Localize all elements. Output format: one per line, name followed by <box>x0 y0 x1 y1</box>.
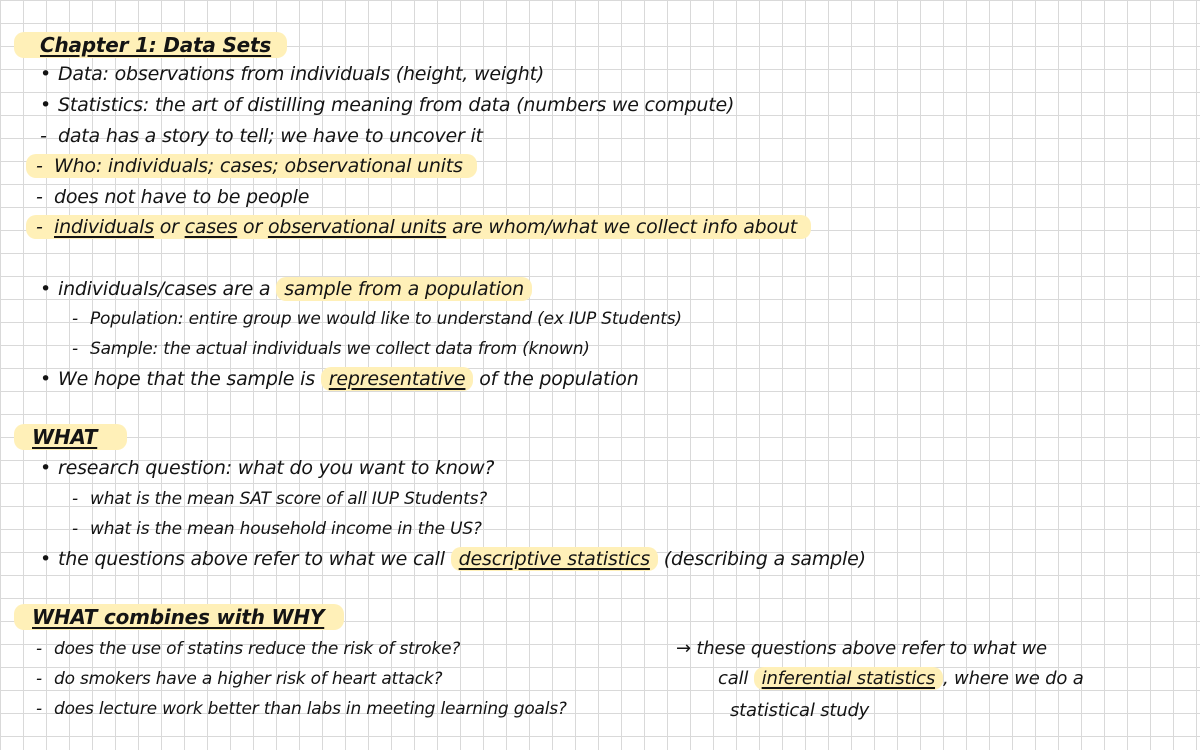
note-text: does lecture work better than labs in meeting learning goals? <box>54 699 567 719</box>
note-line <box>36 637 460 661</box>
note-line <box>72 337 590 361</box>
term-observational-units: observational units <box>267 216 447 238</box>
bullet: • <box>40 94 52 116</box>
note-line <box>72 487 487 511</box>
bullet: - <box>72 489 78 509</box>
note-line <box>40 124 483 148</box>
what-why-heading <box>14 605 344 629</box>
term-inferential-statistics: inferential statistics <box>754 667 943 690</box>
bullet: - <box>36 155 43 177</box>
bullet: - <box>72 339 78 359</box>
note-line <box>40 456 494 480</box>
note-line <box>40 547 866 571</box>
arrow-icon: → <box>676 638 691 659</box>
note-text: what is the mean household income in the US? <box>90 519 482 539</box>
note-text: does not have to be people <box>54 186 310 208</box>
term-representative: representative <box>321 367 474 391</box>
bullet: • <box>40 548 52 570</box>
bullet: - <box>36 639 42 659</box>
what-title: WHAT <box>14 424 127 450</box>
note-text: these questions above refer to what we <box>696 638 1047 659</box>
bullet: - <box>36 669 42 689</box>
note-text: do smokers have a higher risk of heart attack? <box>54 669 443 689</box>
bullet: • <box>40 63 52 85</box>
note-line <box>36 185 309 209</box>
note-line <box>40 277 532 301</box>
note-text: (describing a sample) <box>657 548 866 570</box>
note-text: data has a story to tell; we have to uncover it <box>58 125 483 147</box>
note-line <box>40 93 734 117</box>
who-highlight <box>26 154 477 178</box>
inferential-note-line <box>676 637 1047 661</box>
bullet: - <box>72 309 78 329</box>
note-text: call <box>718 668 754 689</box>
note-text: the questions above refer to what we call <box>58 548 451 570</box>
note-text: statistical study <box>730 700 870 721</box>
separator: or <box>237 216 268 238</box>
note-line <box>36 667 442 691</box>
who-text: Who: individuals; cases; observational units <box>54 155 463 177</box>
term-descriptive-statistics: descriptive statistics <box>451 547 658 571</box>
chapter-title: Chapter 1: Data Sets <box>14 32 287 58</box>
units-definition-line <box>26 215 811 239</box>
bullet: • <box>40 278 52 300</box>
term-cases: cases <box>184 216 238 238</box>
bullet: • <box>40 368 52 390</box>
bullet: - <box>36 216 43 238</box>
note-line <box>72 307 682 331</box>
chapter-heading <box>14 33 287 57</box>
note-line <box>36 697 567 721</box>
note-text: does the use of statins reduce the risk of stroke? <box>54 639 461 659</box>
note-text: of the population <box>473 368 639 390</box>
note-line <box>40 62 544 86</box>
sample-population-highlight: sample from a population <box>276 277 532 301</box>
note-text: research question: what do you want to know? <box>58 457 495 479</box>
separator: or <box>153 216 185 238</box>
inferential-note-line <box>718 667 1084 691</box>
term-individuals: individuals <box>54 216 154 238</box>
note-text: individuals/cases are a <box>58 278 277 300</box>
bullet: • <box>40 457 52 479</box>
bullet: - <box>36 186 43 208</box>
note-text: , where we do a <box>943 668 1084 689</box>
who-line <box>26 154 477 178</box>
note-line <box>40 367 639 391</box>
inferential-note-line <box>730 699 869 723</box>
note-line <box>72 517 482 541</box>
note-text: Statistics: the art of distilling meaning from data (numbers we compute) <box>58 94 735 116</box>
what-heading <box>14 425 127 449</box>
bullet: - <box>72 519 78 539</box>
note-text: what is the mean SAT score of all IUP Students? <box>90 489 488 509</box>
units-highlight <box>26 215 811 239</box>
what-why-title: WHAT combines with WHY <box>14 604 344 630</box>
note-text: Population: entire group we would like to understand (ex IUP Students) <box>90 309 682 329</box>
bullet: - <box>40 125 47 147</box>
bullet: - <box>36 699 42 719</box>
definition-text: are whom/what we collect info about <box>446 216 798 238</box>
note-text: Data: observations from individuals (height, weight) <box>58 63 545 85</box>
note-text: We hope that the sample is <box>58 368 321 390</box>
note-text: Sample: the actual individuals we collect data from (known) <box>90 339 590 359</box>
